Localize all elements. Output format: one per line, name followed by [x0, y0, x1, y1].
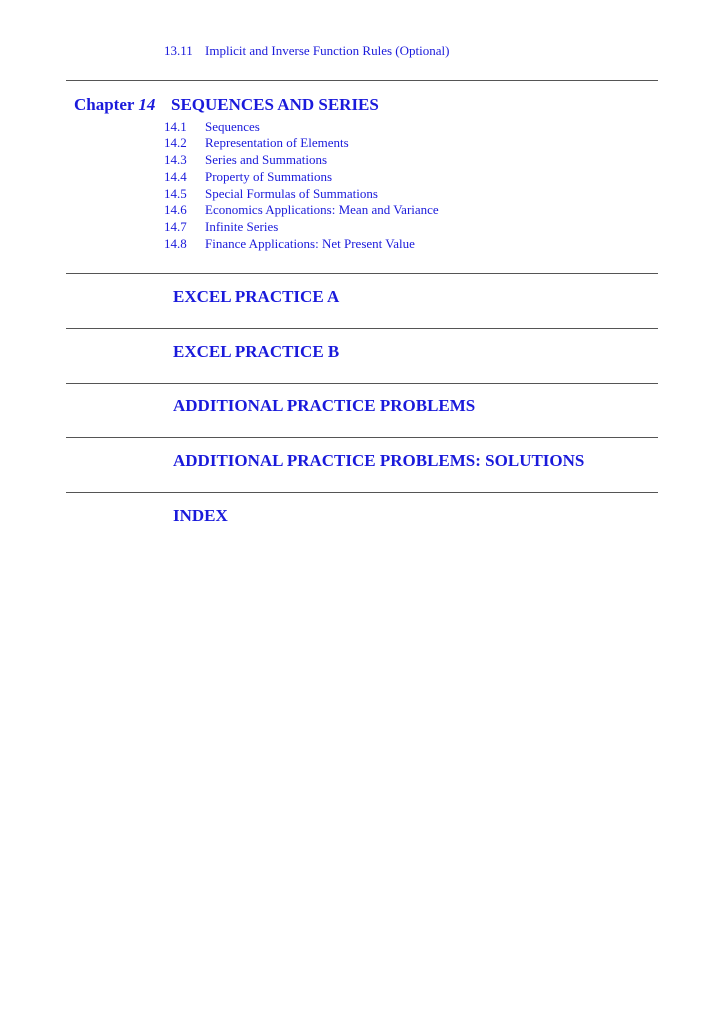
- divider: [66, 328, 658, 329]
- divider: [66, 383, 658, 384]
- section-title: Special Formulas of Summations: [205, 186, 378, 201]
- divider: [66, 80, 658, 81]
- section-title: Economics Applications: Mean and Variance: [205, 202, 439, 217]
- section-title: Finance Applications: Net Present Value: [205, 236, 415, 251]
- section-number: 13.11: [164, 43, 193, 58]
- section-number: 14.7: [164, 219, 187, 234]
- chapter-label[interactable]: [74, 95, 155, 115]
- section-number: 14.5: [164, 186, 187, 201]
- section-number: 14.6: [164, 202, 187, 217]
- chapter-title[interactable]: SEQUENCES AND SERIES: [171, 95, 379, 114]
- section-title: Implicit and Inverse Function Rules (Optional): [205, 43, 450, 58]
- section-title: Infinite Series: [205, 219, 279, 234]
- divider: [66, 273, 658, 274]
- section-title: Sequences: [205, 119, 260, 134]
- section-title: Property of Summations: [205, 169, 333, 184]
- section-number: 14.4: [164, 169, 187, 184]
- section-title: Series and Summations: [205, 152, 328, 167]
- additional-practice-problems-heading[interactable]: ADDITIONAL PRACTICE PROBLEMS: [173, 396, 476, 415]
- index-heading[interactable]: INDEX: [173, 506, 228, 525]
- chapter-number: 14: [138, 95, 156, 114]
- divider: [66, 492, 658, 493]
- section-title: Representation of Elements: [205, 135, 349, 150]
- divider: [66, 437, 658, 438]
- excel-practice-a-heading[interactable]: EXCEL PRACTICE A: [173, 287, 340, 306]
- chapter-word: Chapter: [74, 95, 135, 114]
- section-number: 14.3: [164, 152, 187, 167]
- additional-practice-solutions-heading[interactable]: ADDITIONAL PRACTICE PROBLEMS: SOLUTIONS: [173, 451, 585, 470]
- section-number: 14.1: [164, 119, 187, 134]
- section-number: 14.2: [164, 135, 187, 150]
- excel-practice-b-heading[interactable]: EXCEL PRACTICE B: [173, 342, 340, 361]
- section-number: 14.8: [164, 236, 187, 251]
